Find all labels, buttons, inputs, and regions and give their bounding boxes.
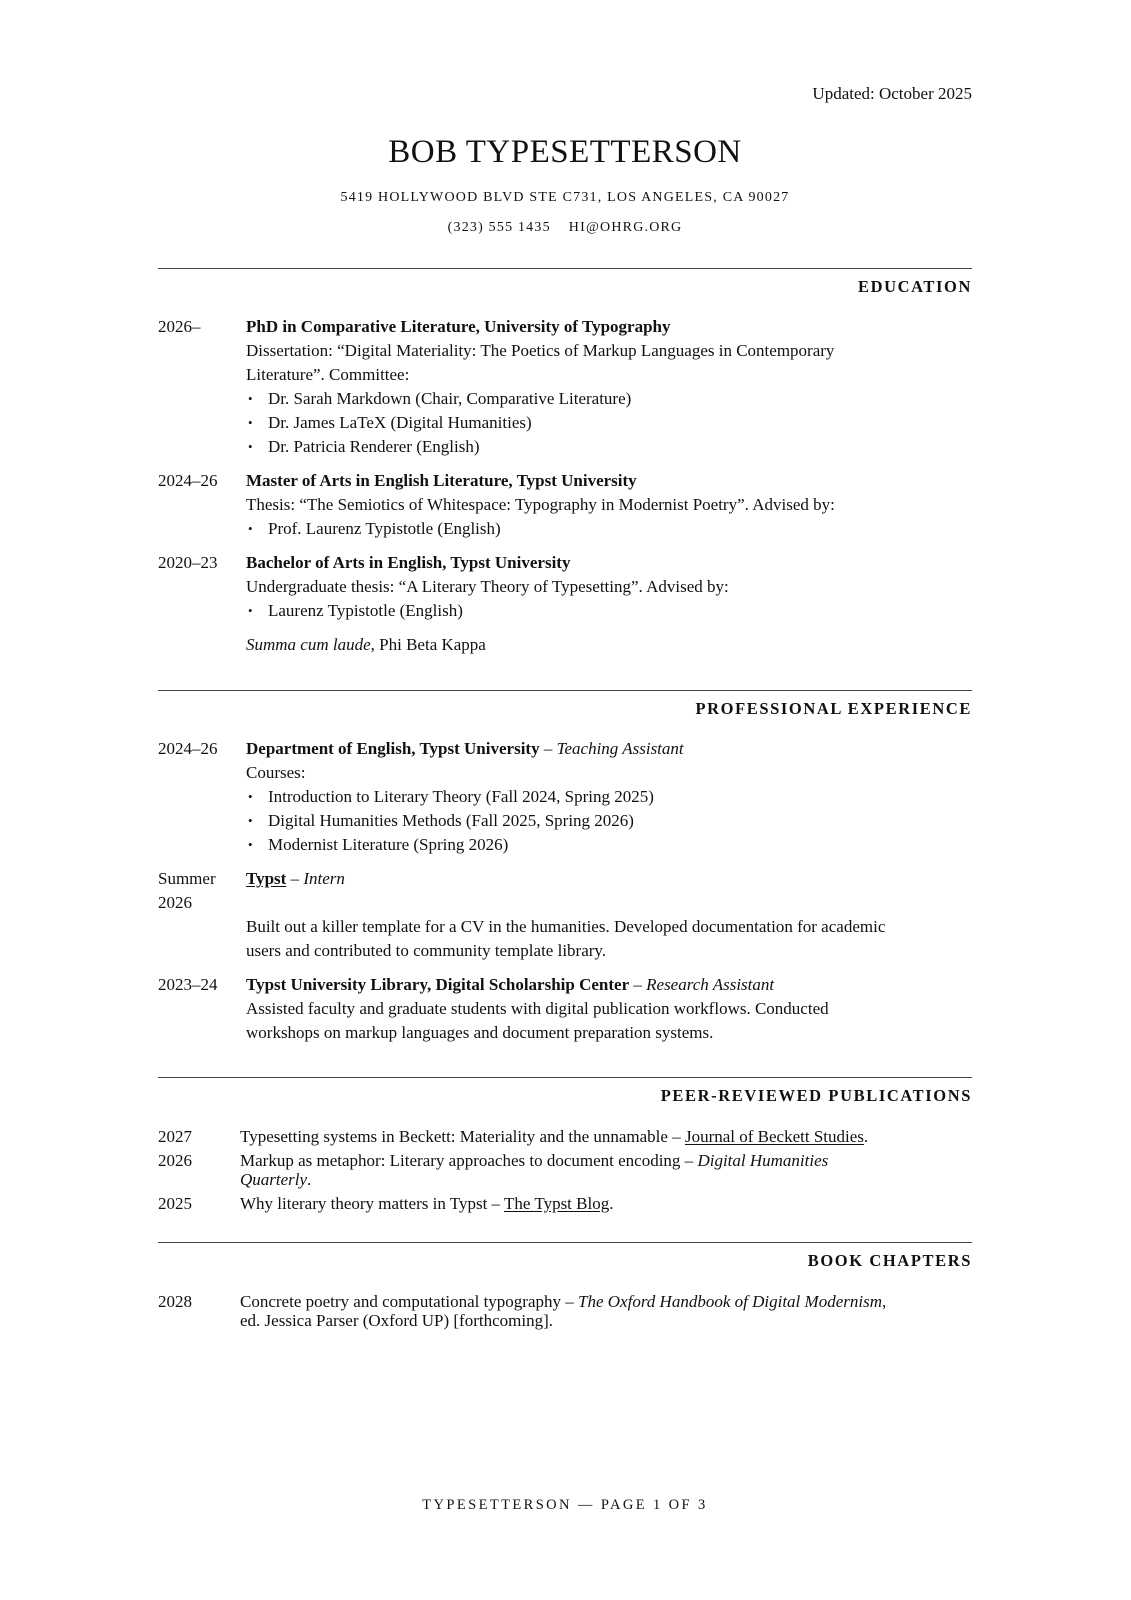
role: Teaching Assistant [556,739,684,758]
date-season: Summer [158,869,216,888]
advisor-list [246,517,972,541]
section-divider [158,1077,972,1078]
section-title-chapters: BOOK CHAPTERS [807,1251,972,1270]
education-section [158,268,972,657]
updated-date: Updated: October 2025 [812,84,972,103]
experience-entry [158,737,972,857]
role: Intern [303,869,345,888]
experience-section [158,690,972,1045]
section-title-education: EDUCATION [857,277,972,296]
entry-date: 2023–24 [158,975,218,994]
list-item: • Dr. Patricia Renderer (English) [246,435,972,459]
organization: Department of English, Typst University [246,739,540,758]
organization: Typst University Library, Digital Scholarship Center [246,975,630,994]
separator: – [286,869,304,888]
entry-date: 2026– [158,317,201,336]
venue-link[interactable]: Journal of Beckett Studies [684,1127,864,1146]
venue-link[interactable]: The Typst Blog [504,1194,610,1213]
list-item: • Prof. Laurenz Typistotle (English) [246,517,972,541]
chapter-title: Concrete poetry and computational typography – [240,1292,579,1311]
chapter-year: 2028 [158,1292,192,1311]
pub-year: 2025 [158,1194,192,1213]
education-entry [158,315,972,459]
chapters-section [158,1242,972,1330]
experience-entry [158,973,972,1045]
entry-description: Assisted faculty and graduate students with digital publication workflows. Conducted [246,999,829,1018]
entry-date: 2024–26 [158,739,218,758]
venue: Digital Humanities [697,1151,829,1170]
venue: Quarterly [240,1170,308,1189]
date-year: 2026 [158,893,192,912]
contact-line [158,220,972,236]
punct: . [609,1194,614,1213]
pub-title: Typesetting systems in Beckett: Materiality and the unnamable – [240,1127,685,1146]
entry-description: Undergraduate thesis: “A Literary Theory of Typesetting”. Advised by: [246,577,729,596]
separator: – [539,739,557,758]
chapter-details: ed. Jessica Parser (Oxford UP) [forthcoming]. [240,1311,553,1330]
degree: Master of Arts in English Literature, Typst University [246,471,637,490]
degree: Bachelor of Arts in English, Typst University [246,553,571,572]
list-item: • Digital Humanities Methods (Fall 2025, Spring 2026) [246,809,972,833]
section-divider [158,1242,972,1243]
honors-rest: , Phi Beta Kappa [370,635,486,654]
entry-description: Built out a killer template for a CV in the humanities. Developed documentation for academic [246,917,886,936]
section-divider [158,268,972,269]
pub-title: Why literary theory matters in Typst – [240,1194,504,1213]
honors-latin: Summa cum laude [246,635,371,654]
entry-description: Dissertation: “Digital Materiality: The Poetics of Markup Languages in Contemporary [246,341,835,360]
organization-link[interactable]: Typst [246,869,287,888]
publication-entry [158,1127,972,1146]
address: 5419 HOLLYWOOD BLVD STE C731, LOS ANGELES, CA 90027 [340,190,790,205]
pub-title: Markup as metaphor: Literary approaches to document encoding – [240,1151,698,1170]
email-link[interactable]: HI@OHRG.ORG [568,220,683,235]
honors [246,633,972,657]
publications-section [158,1077,972,1213]
entry-date: 2020–23 [158,553,218,572]
degree: PhD in Comparative Literature, University of Typography [246,317,671,336]
experience-entry [158,867,972,963]
list-item: • Dr. James LaTeX (Digital Humanities) [246,411,972,435]
punct: , [881,1292,887,1311]
section-divider [158,690,972,691]
list-item: • Introduction to Literary Theory (Fall 2024, Spring 2025) [246,785,972,809]
page-footer: TYPESETTERSON — PAGE 1 OF 3 [422,1497,708,1513]
list-item: • Modernist Literature (Spring 2026) [246,833,972,857]
venue: The Oxford Handbook of Digital Modernism [578,1292,882,1311]
courses-list [246,785,972,857]
entry-description: Courses: [246,763,306,782]
section-title-publications: PEER-REVIEWED PUBLICATIONS [660,1086,972,1105]
entry-date [158,867,246,963]
list-item: • Laurenz Typistotle (English) [246,599,972,623]
separator: – [629,975,647,994]
role: Research Assistant [646,975,775,994]
phone: (323) 555 1435 [447,220,551,235]
punct: . [307,1170,312,1189]
entry-description: Literature”. Committee: [246,365,410,384]
pub-year: 2026 [158,1151,192,1170]
page-title: BOB TYPESETTERSON [388,134,742,170]
entry-description: Thesis: “The Semiotics of Whitespace: Typography in Modernist Poetry”. Advised by: [246,495,835,514]
chapter-entry [158,1292,972,1330]
entry-description: workshops on markup languages and document preparation systems. [246,1023,714,1042]
publication-entry [158,1151,972,1189]
entry-description: users and contributed to community template library. [246,941,607,960]
education-entry [158,551,972,657]
advisor-list [246,599,972,623]
punct: . [863,1127,869,1146]
education-entry [158,469,972,541]
publication-entry [158,1194,972,1213]
entry-date: 2024–26 [158,471,218,490]
list-item: • Dr. Sarah Markdown (Chair, Comparative Literature) [246,387,972,411]
section-title-experience: PROFESSIONAL EXPERIENCE [695,699,972,718]
pub-year: 2027 [158,1127,192,1146]
committee-list [246,387,972,459]
